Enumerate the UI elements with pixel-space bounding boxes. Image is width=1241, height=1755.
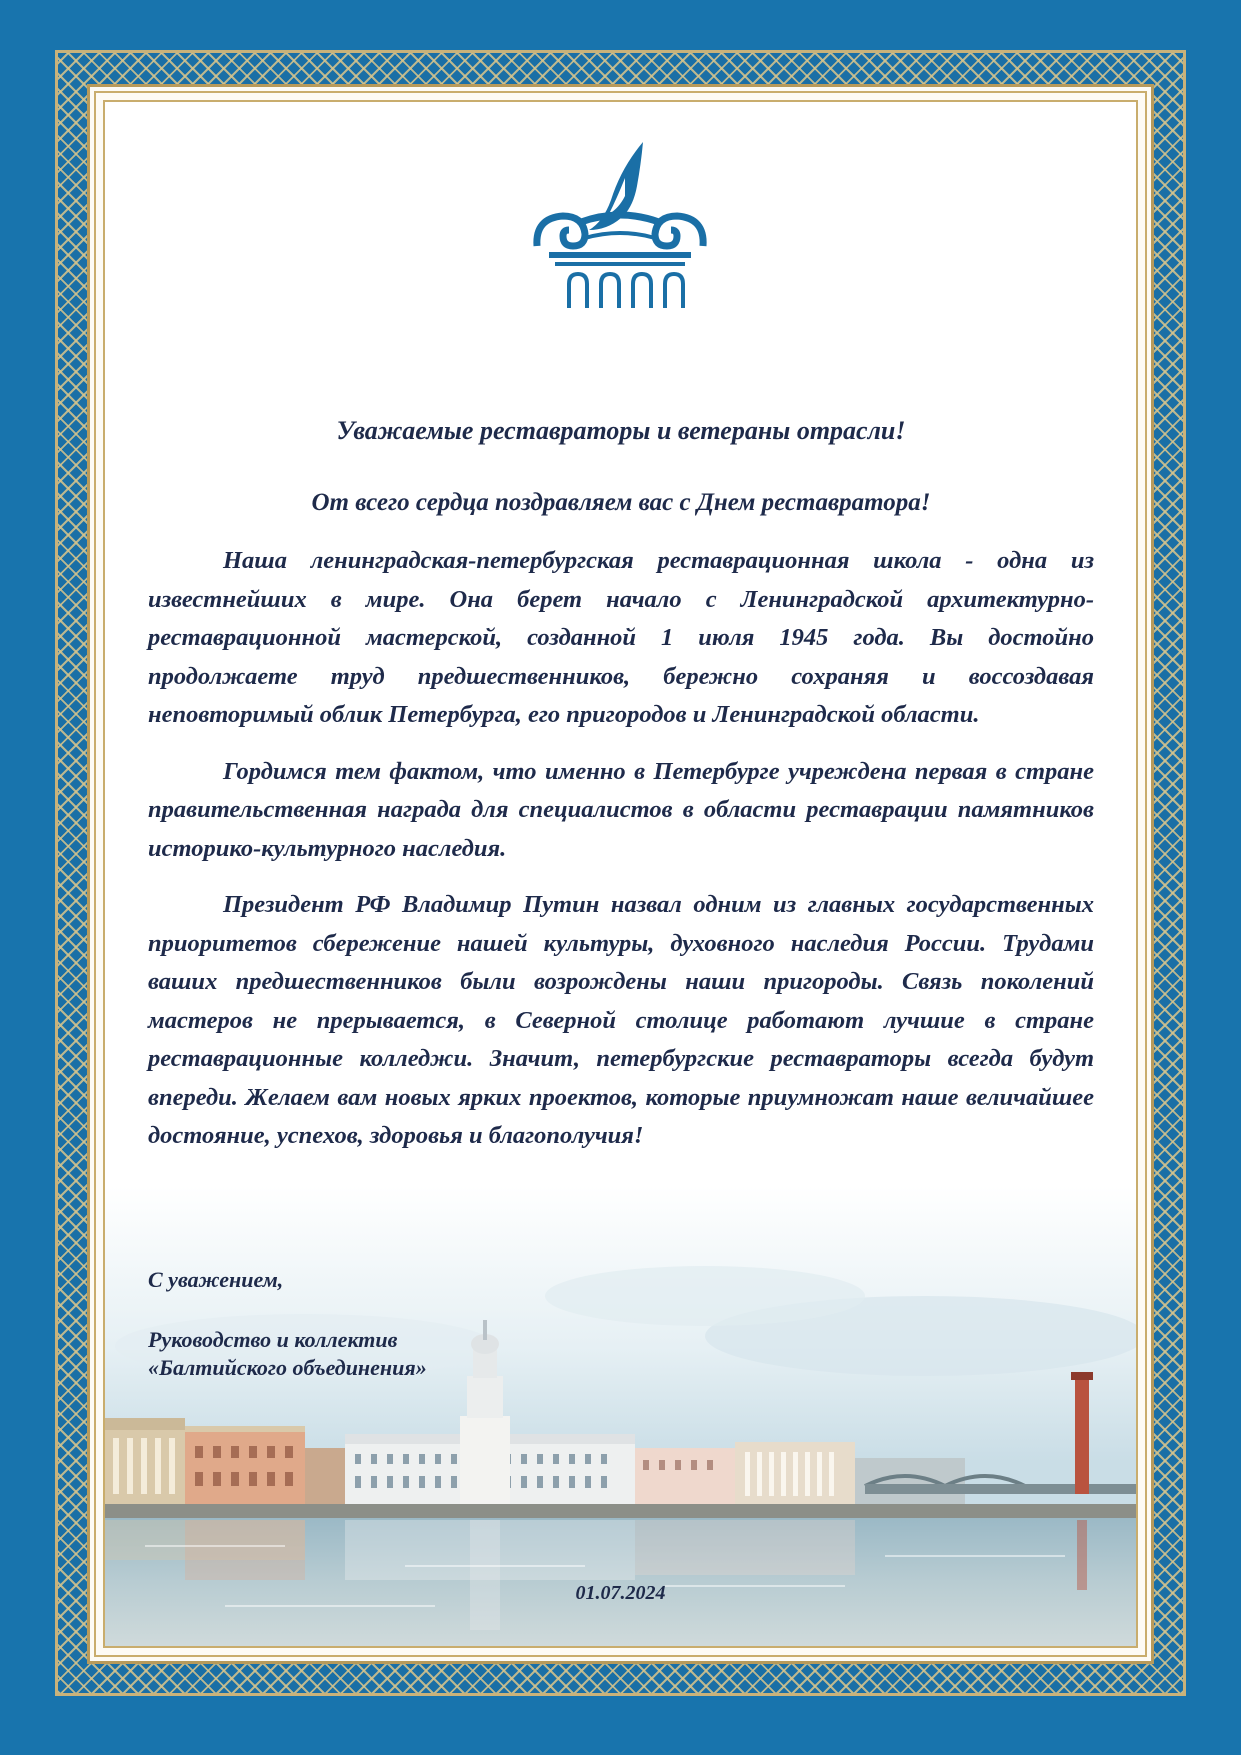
congrats-heading: От всего сердца поздравляем вас с Днем реставратора! xyxy=(311,489,931,516)
regards-line: С уважением, xyxy=(148,1267,284,1292)
letter-body xyxy=(148,400,1094,1156)
signature-line-2: «Балтийского объединения» xyxy=(148,1355,427,1380)
letter-date: 01.07.2024 xyxy=(575,1582,666,1604)
column-capital-logo-icon xyxy=(525,138,715,318)
paragraph-award: Гордимся тем фактом, что именно в Петербурге учреждена первая в стране правительственная награда для специалистов в области реставрации памятников историко-культурного наследия. xyxy=(148,757,1094,862)
paragraph-president: Президент РФ Владимир Путин назвал одним из главных государственных приоритетов сбережение нашей культуры, духовного наследия России. Трудами ваших предшественников были возрождены наши пригороды. Связь поколений мастеров не прерывается, в Северной столице работают лучшие в стране реставрационные колледжи. Значит, петербургские реставраторы всегда будут впереди. Желаем вам новых ярких проектов, которые приумножат наше величайшее достояние, успехов, здоровья и благополучия! xyxy=(148,891,1094,1149)
cityscape-illustration xyxy=(105,1186,1136,1646)
paragraph-school: Наша ленинградская-петербургская реставрационная школа - одна из известнейших в мире. Она берет начало с Ленинградской архитектурно-реставрационной мастерской, созданной 1 июля 1945 года. Вы достойно продолжаете труд предшественников, бережно сохраняя и воссоздавая неповторимый облик Петербурга, его пригородов и Ленинградской области. xyxy=(148,547,1094,728)
signature-line-1: Руководство и коллектив xyxy=(148,1327,398,1352)
signature-block xyxy=(148,1326,427,1382)
greeting-heading: Уважаемые реставраторы и ветераны отрасли! xyxy=(336,416,906,445)
